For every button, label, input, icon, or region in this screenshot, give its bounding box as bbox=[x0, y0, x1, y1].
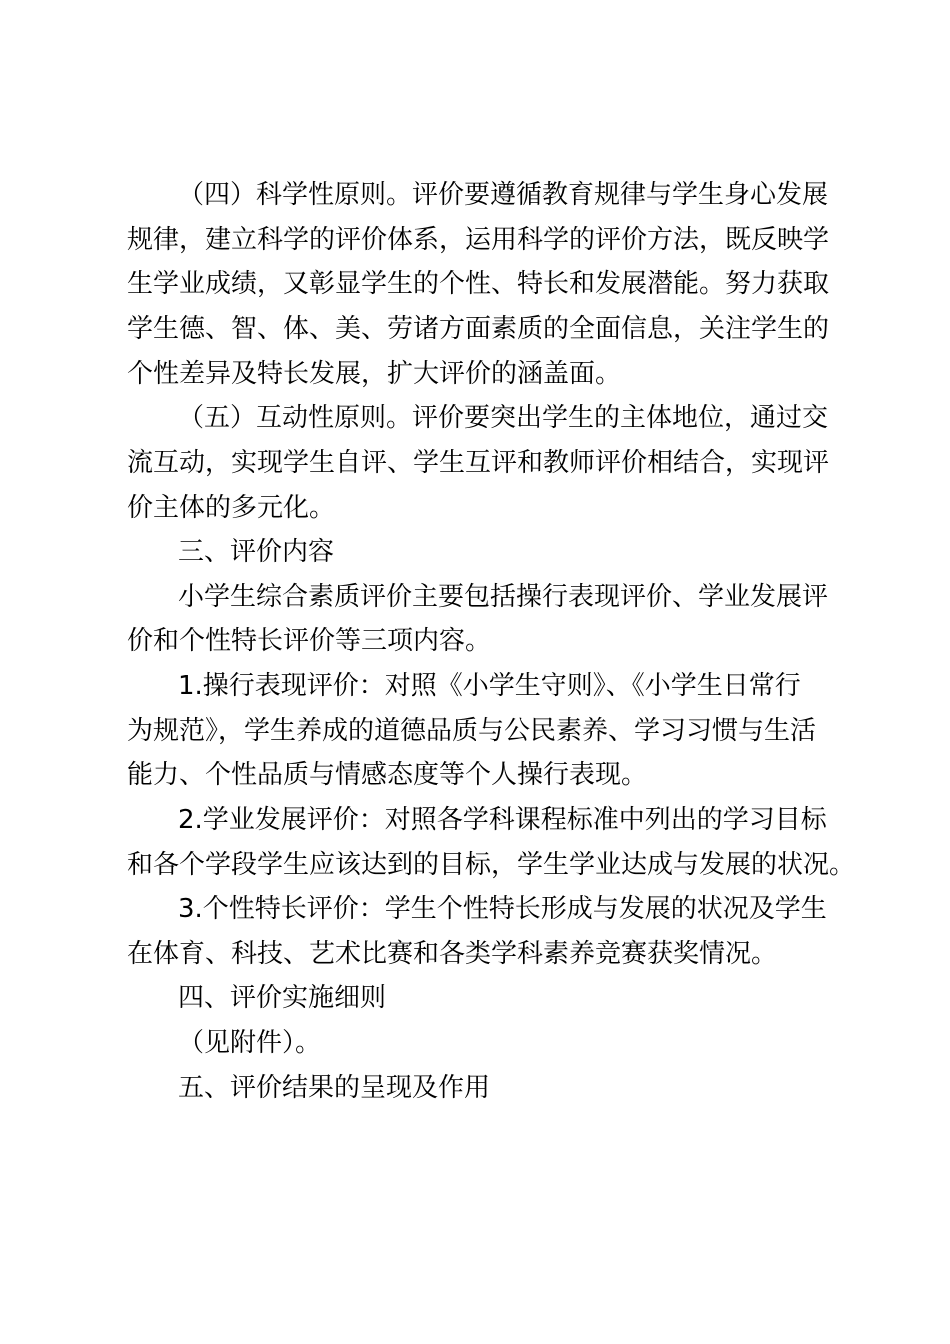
paragraph-line: 学生德、智、体、美、劳诸方面素质的全面信息，关注学生的 bbox=[127, 314, 830, 344]
paragraph-line: 个性差异及特长发展，扩大评价的涵盖面。 bbox=[127, 359, 622, 389]
list-item-conduct-evaluation: 1.操行表现评价：对照《小学生守则》、《小学生日常行 bbox=[178, 671, 801, 701]
paragraph-line: 规律，建立科学的评价体系，运用科学的评价方法，既反映学 bbox=[127, 225, 830, 255]
paragraph-line: 生学业成绩，又彰显学生的个性、特长和发展潜能。努力获取 bbox=[127, 269, 830, 299]
paragraph-line-content-intro: 小学生综合素质评价主要包括操行表现评价、学业发展评 bbox=[178, 582, 829, 612]
paragraph-line-principle-5-start: （五）互动性原则。评价要突出学生的主体地位，通过交 bbox=[178, 403, 829, 433]
section-heading-results-presentation: 五、评价结果的呈现及作用 bbox=[178, 1073, 491, 1103]
list-item-academic-evaluation: 2.学业发展评价：对照各学科课程标准中列出的学习目标 bbox=[178, 805, 827, 835]
paragraph-line-see-attachment: （见附件）。 bbox=[178, 1028, 322, 1058]
paragraph-line: 价和个性特长评价等三项内容。 bbox=[127, 626, 492, 656]
list-item-talent-evaluation: 3.个性特长评价：学生个性特长形成与发展的状况及学生 bbox=[178, 894, 827, 924]
paragraph-line: 能力、个性品质与情感态度等个人操行表现。 bbox=[127, 760, 648, 790]
paragraph-line: 和各个学段学生应该达到的目标，学生学业达成与发展的状况。 bbox=[127, 850, 856, 880]
section-heading-implementation-rules: 四、评价实施细则 bbox=[178, 983, 387, 1013]
paragraph-line: 在体育、科技、艺术比赛和各类学科素养竞赛获奖情况。 bbox=[127, 939, 778, 969]
section-heading-evaluation-content: 三、评价内容 bbox=[178, 537, 335, 567]
paragraph-line: 价主体的多元化。 bbox=[127, 493, 336, 523]
paragraph-line-principle-4-start: （四）科学性原则。评价要遵循教育规律与学生身心发展 bbox=[178, 180, 829, 210]
paragraph-line: 为规范》，学生养成的道德品质与公民素养、学习习惯与生活 bbox=[127, 716, 817, 746]
paragraph-line: 流互动，实现学生自评、学生互评和教师评价相结合，实现评 bbox=[127, 448, 830, 478]
